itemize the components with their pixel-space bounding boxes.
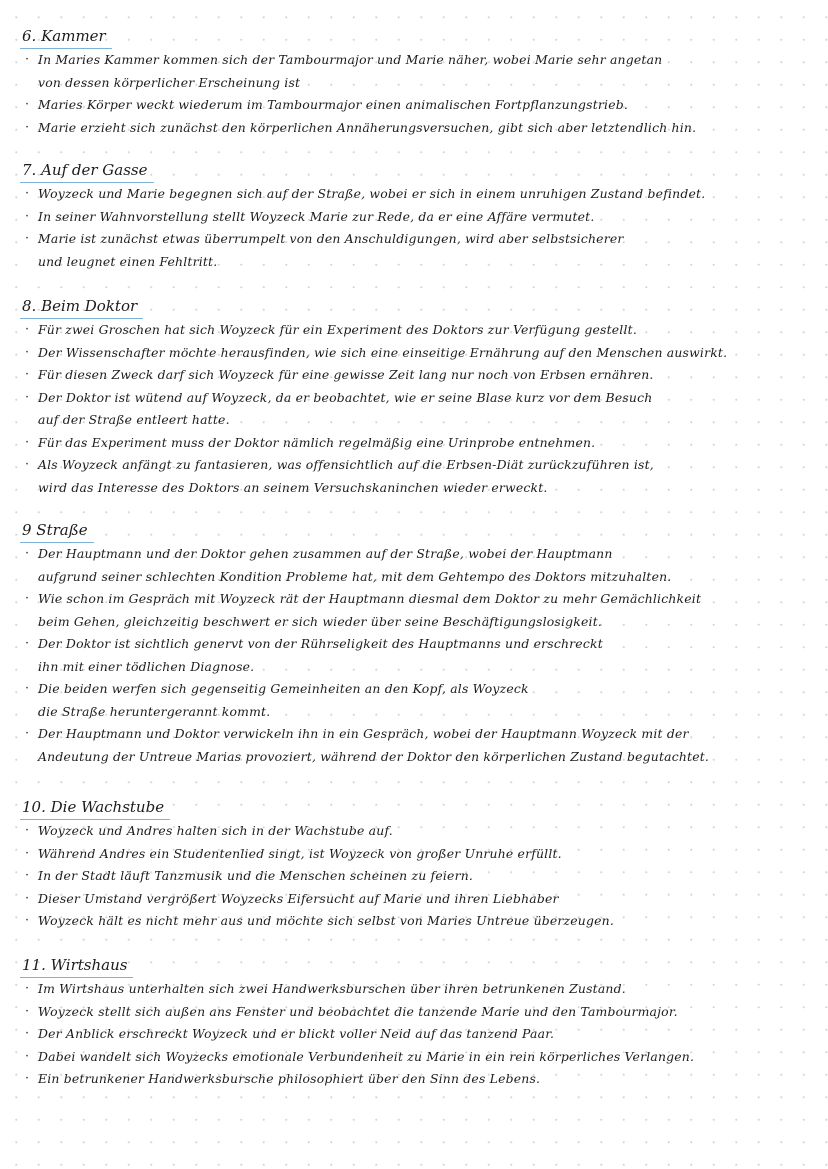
- section-heading: 7. Auf der Gasse: [20, 161, 154, 183]
- list-item: [22, 1046, 812, 1069]
- bullet-icon: ·: [25, 823, 30, 838]
- section-items: [22, 183, 812, 273]
- section-items: [22, 543, 812, 768]
- item-text: Wie schon im Gespräch mit Woyzeck rät der Hauptmann diesmal dem Doktor zu mehr Gemächlichkeit: [38, 591, 702, 606]
- item-text: Woyzeck und Marie begegnen sich auf der Straße, wobei er sich in einem unruhigen Zustand befindet.: [38, 186, 706, 201]
- list-item: [22, 723, 812, 746]
- list-item: [22, 820, 812, 843]
- item-text: Der Wissenschafter möchte herausfinden, wie sich eine einseitige Ernährung auf den Menschen auswirkt.: [38, 344, 728, 360]
- list-item: [22, 117, 812, 140]
- section-heading: 8. Beim Doktor: [20, 297, 143, 319]
- list-item: [22, 1023, 812, 1046]
- bullet-icon: ·: [25, 890, 30, 906]
- section-heading: 6. Kammer: [20, 27, 112, 49]
- list-item: [22, 94, 812, 117]
- bullet-icon: ·: [25, 1003, 30, 1019]
- item-text: Während Andres ein Studentenlied singt, ist Woyzeck von großer Unruhe erfüllt.: [38, 845, 562, 861]
- item-text: Woyzeck und Andres halten sich in der Wachstube auf.: [38, 823, 393, 838]
- list-item: [22, 588, 812, 611]
- bullet-icon: ·: [25, 681, 30, 696]
- section-11-wirtshaus: [22, 955, 812, 1091]
- item-text: Andeutung der Untreue Marias provoziert, während der Doktor den körperlichen Zustand begutachtet.: [38, 748, 710, 764]
- bullet-icon: ·: [25, 636, 30, 651]
- list-item: [22, 843, 812, 866]
- section-8-beim-doktor: [22, 296, 812, 499]
- bullet-icon: ·: [25, 1071, 30, 1086]
- bullet-icon: ·: [25, 119, 30, 135]
- section-9-strasse: [22, 520, 812, 768]
- item-text: Der Anblick erschreckt Woyzeck und er blickt voller Neid auf das tanzend Paar.: [38, 1026, 555, 1041]
- list-item: [22, 888, 812, 911]
- item-text: In der Stadt läuft Tanzmusik und die Menschen scheinen zu feiern.: [38, 868, 474, 883]
- list-item: [22, 633, 812, 656]
- bullet-icon: ·: [25, 52, 30, 67]
- item-text: In Maries Kammer kommen sich der Tambourmajor und Marie näher, wobei Marie sehr angetan: [38, 52, 663, 67]
- section-heading: 10. Die Wachstube: [20, 798, 170, 820]
- item-text: und leugnet einen Fehltritt.: [38, 253, 218, 269]
- bullet-icon: ·: [25, 208, 30, 224]
- bullet-icon: ·: [25, 389, 30, 405]
- section-6-kammer: [22, 26, 812, 139]
- item-text: wird das Interesse des Doktors an seinem Versuchskaninchen wieder erweckt.: [38, 479, 548, 495]
- item-text: Als Woyzeck anfängt zu fantasieren, was offensichtlich auf die Erbsen-Diät zurückzuführen ist,: [38, 457, 654, 472]
- section-heading: 9 Straße: [20, 521, 94, 543]
- item-text: Dabei wandelt sich Woyzecks emotionale Verbundenheit zu Marie in ein rein körperliches Verlangen.: [38, 1048, 695, 1064]
- bullet-icon: ·: [25, 1048, 30, 1064]
- bullet-icon: ·: [25, 726, 30, 741]
- item-text: Für das Experiment muss der Doktor nämlich regelmäßig eine Urinprobe entnehmen.: [38, 434, 596, 450]
- list-item: [22, 978, 812, 1001]
- list-item: [22, 746, 812, 769]
- list-item: [22, 206, 812, 229]
- item-text: Marie erzieht sich zunächst den körperlichen Annäherungsversuchen, gibt sich aber letztendlich hin.: [38, 119, 697, 135]
- item-text: aufgrund seiner schlechten Kondition Probleme hat, mit dem Gehtempo des Doktors mitzuhalten.: [38, 568, 672, 584]
- item-text: Für diesen Zweck darf sich Woyzeck für eine gewisse Zeit lang nur noch von Erbsen ernähren.: [38, 367, 654, 382]
- list-item: [22, 865, 812, 888]
- bullet-icon: ·: [25, 434, 30, 450]
- bullet-icon: ·: [25, 97, 30, 112]
- section-heading: 11. Wirtshaus: [20, 956, 133, 978]
- list-item: [22, 387, 812, 410]
- list-item: [22, 319, 812, 342]
- item-text: Maries Körper weckt wiederum im Tambourmajor einen animalischen Fortpflanzungstrieb.: [38, 97, 628, 112]
- item-text: Marie ist zunächst etwas überrumpelt von den Anschuldigungen, wird aber selbstsicherer: [38, 231, 624, 246]
- list-item: [22, 228, 812, 251]
- bullet-icon: ·: [25, 981, 30, 996]
- item-text: Ein betrunkener Handwerksbursche philosophiert über den Sinn des Lebens.: [38, 1071, 541, 1086]
- bullet-icon: ·: [25, 868, 30, 883]
- item-text: In seiner Wahnvorstellung stellt Woyzeck Marie zur Rede, da er eine Affäre vermutet.: [38, 208, 595, 224]
- item-text: Der Doktor ist wütend auf Woyzeck, da er beobachtet, wie er seine Blase kurz vor dem Besuch: [38, 389, 653, 405]
- list-item: [22, 251, 812, 274]
- list-item: [22, 342, 812, 365]
- item-text: Der Hauptmann und Doktor verwickeln ihn in ein Gespräch, wobei der Hauptmann Woyzeck mit der: [38, 726, 689, 741]
- item-text: Im Wirtshaus unterhalten sich zwei Handwerksburschen über ihren betrunkenen Zustand.: [38, 981, 626, 996]
- bullet-icon: ·: [25, 913, 30, 928]
- bullet-icon: ·: [25, 344, 30, 360]
- item-text: Der Hauptmann und der Doktor gehen zusammen auf der Straße, wobei der Hauptmann: [38, 546, 613, 561]
- section-7-auf-der-gasse: [22, 160, 812, 273]
- section-items: [22, 319, 812, 499]
- item-text: Woyzeck stellt sich außen ans Fenster und beobachtet die tanzende Marie und den Tambourmajor.: [38, 1003, 678, 1019]
- section-items: [22, 820, 812, 933]
- bullet-icon: ·: [25, 367, 30, 382]
- list-item: [22, 1001, 812, 1024]
- list-item: [22, 543, 812, 566]
- list-item: [22, 701, 812, 724]
- bullet-icon: ·: [25, 186, 30, 201]
- bullet-icon: ·: [25, 1026, 30, 1041]
- item-text: die Straße heruntergerannt kommt.: [38, 703, 271, 719]
- bullet-icon: ·: [25, 546, 30, 561]
- list-item: [22, 1068, 812, 1091]
- list-item: [22, 183, 812, 206]
- item-text: auf der Straße entleert hatte.: [38, 412, 230, 427]
- list-item: [22, 49, 812, 72]
- bullet-icon: ·: [25, 591, 30, 606]
- list-item: [22, 409, 812, 432]
- section-10-wachstube: [22, 797, 812, 933]
- item-text: von dessen körperlicher Erscheinung ist: [38, 74, 301, 90]
- bullet-icon: ·: [25, 457, 30, 472]
- list-item: [22, 432, 812, 455]
- section-items: [22, 978, 812, 1091]
- list-item: [22, 910, 812, 933]
- item-text: Für zwei Groschen hat sich Woyzeck für ein Experiment des Doktors zur Verfügung gestellt.: [38, 322, 637, 337]
- item-text: ihn mit einer tödlichen Diagnose.: [38, 658, 255, 674]
- list-item: [22, 364, 812, 387]
- list-item: [22, 566, 812, 589]
- bullet-icon: ·: [25, 231, 30, 246]
- item-text: Die beiden werfen sich gegenseitig Gemeinheiten an den Kopf, als Woyzeck: [38, 681, 529, 696]
- bullet-icon: ·: [25, 845, 30, 861]
- list-item: [22, 656, 812, 679]
- item-text: Woyzeck hält es nicht mehr aus und möchte sich selbst von Maries Untreue überzeugen.: [38, 913, 614, 928]
- list-item: [22, 72, 812, 95]
- list-item: [22, 477, 812, 500]
- list-item: [22, 678, 812, 701]
- section-items: [22, 49, 812, 139]
- item-text: Der Doktor ist sichtlich genervt von der Rührseligkeit des Hauptmanns und erschreckt: [38, 636, 603, 651]
- list-item: [22, 454, 812, 477]
- bullet-icon: ·: [25, 322, 30, 337]
- item-text: beim Gehen, gleichzeitig beschwert er sich wieder über seine Beschäftigungslosigkeit.: [38, 613, 603, 629]
- list-item: [22, 611, 812, 634]
- item-text: Dieser Umstand vergrößert Woyzecks Eifersucht auf Marie und ihren Liebhaber: [38, 890, 559, 906]
